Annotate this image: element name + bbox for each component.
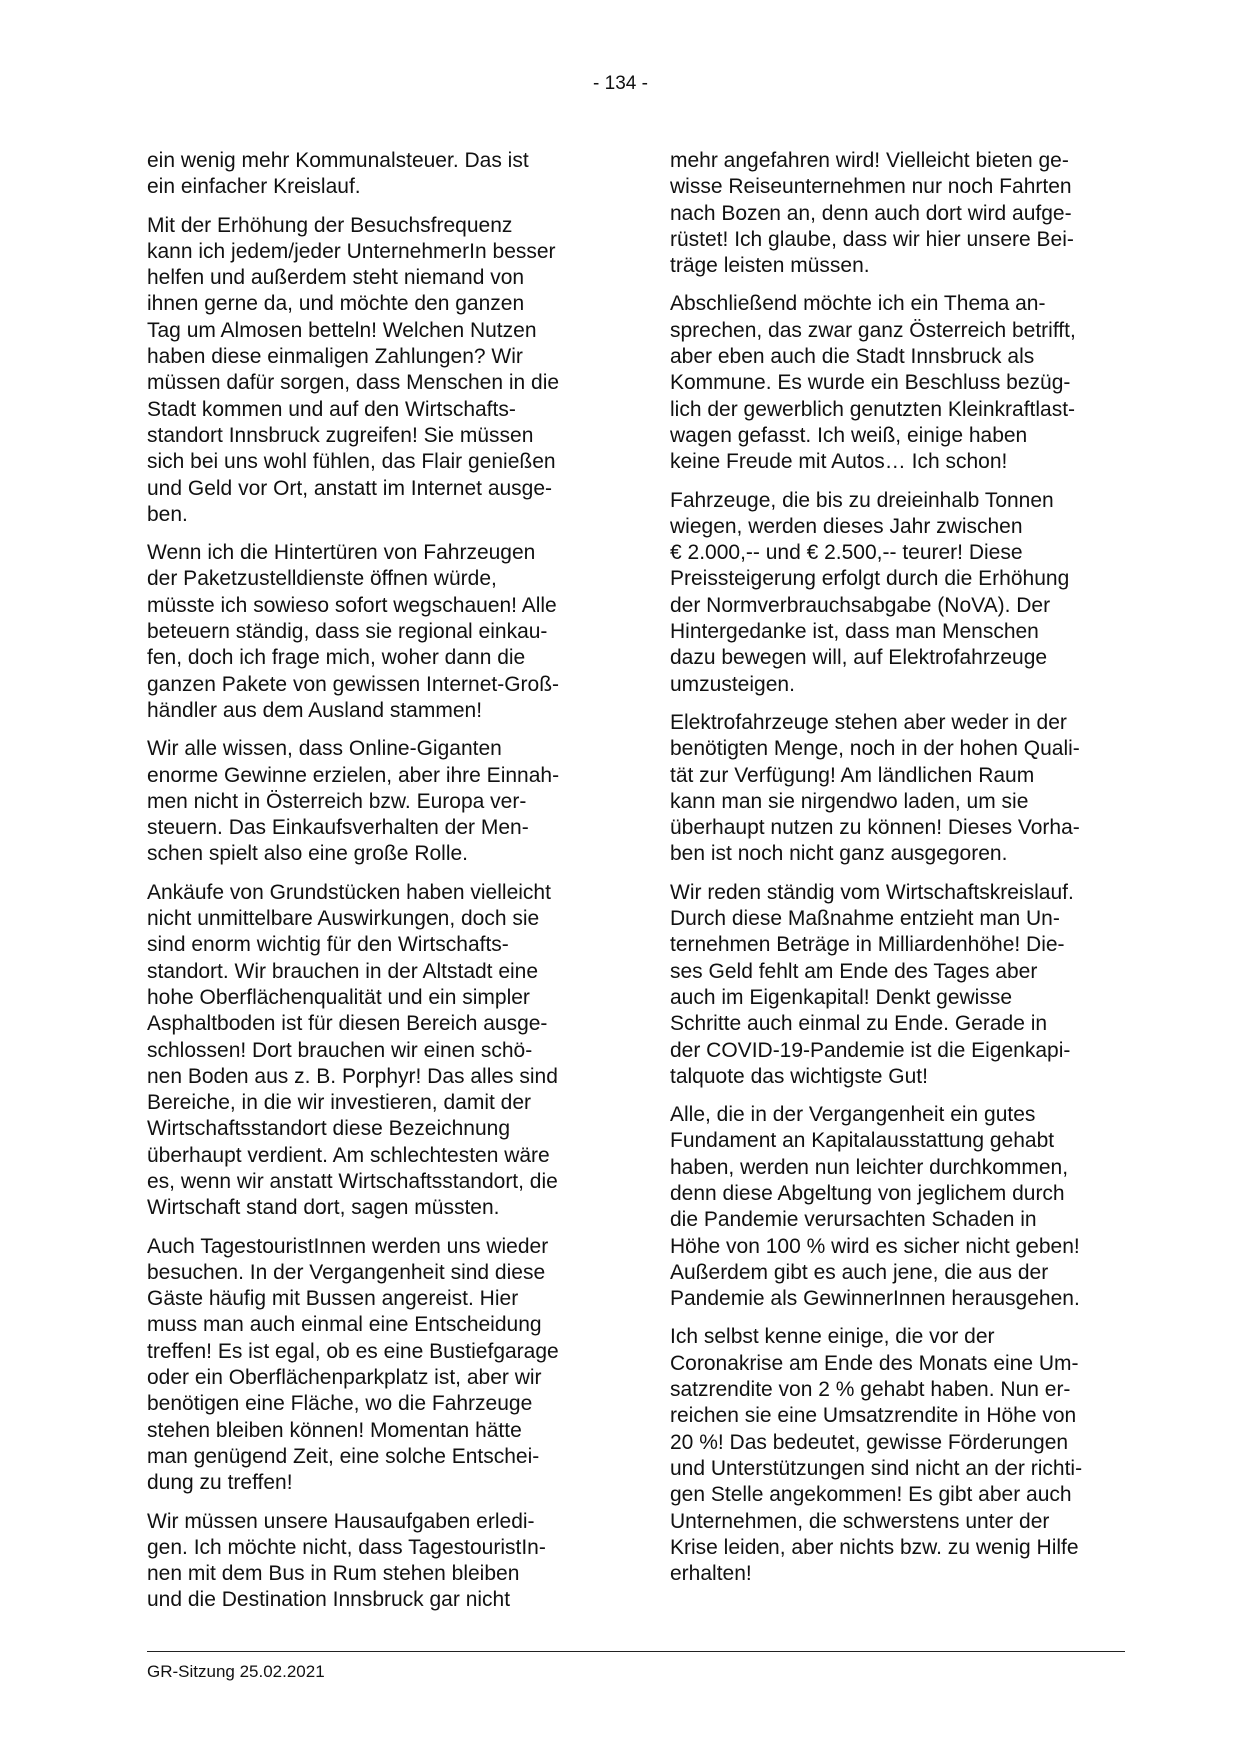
- paragraph: Fahrzeuge, die bis zu dreieinhalb Tonnen wiegen, werden dieses Jahr zwischen € 2.000,-- und € 2.500,-- teurer! Diese Preissteigerung erfolgt durch die Erhöhung der Normverbrauchsabgabe (NoVA). Der Hintergedanke ist, dass man Menschen dazu bewegen will, auf Elektrofahrzeuge umzusteigen.: [670, 488, 1070, 696]
- paragraph: Wenn ich die Hintertüren von Fahrzeugen der Paketzustelldienste öffnen würde, müsste ich sowieso sofort wegschauen! Alle beteuern ständig, dass sie regional einkau- fen, doch ich frage mich, woher dann die ganzen Pakete von gewissen Internet-Groß- händler aus dem Ausland stammen!: [147, 541, 560, 722]
- page-number: - 134 -: [593, 73, 648, 94]
- paragraph: ein wenig mehr Kommunalsteuer. Das ist ein einfacher Kreislauf.: [147, 149, 529, 199]
- paragraph: Wir reden ständig vom Wirtschaftskreislauf. Durch diese Maßnahme entzieht man Un- ternehmen Beträge in Milliardenhöhe! Die- ses Geld fehlt am Ende des Tages aber auch im Eigenkapital! Denkt gewisse Schritte auch einmal zu Ende. Gerade in der COVID-19-Pandemie ist die Eigenkapi- talquote das wichtigste Gut!: [670, 880, 1074, 1088]
- paragraph: Abschließend möchte ich ein Thema an- sprechen, das zwar ganz Österreich betrifft, aber eben auch die Stadt Innsbruck als Kommune. Es wurde ein Beschluss bezüg- lich der gewerblich genutzten Kleinkraftlast- wagen gefasst. Ich weiß, einige haben keine Freude mit Autos… Ich schon!: [670, 292, 1076, 474]
- paragraph: Alle, die in der Vergangenheit ein gutes Fundament an Kapitalausstattung gehabt haben, werden nun leichter durchkommen, denn diese Abgeltung von jeglichem durch die Pandemie verursachten Schaden in Höhe von 100 % wird es sicher nicht geben! Außerdem gibt es auch jene, die aus der Pandemie als GewinnerInnen herausgehen.: [670, 1103, 1080, 1311]
- paragraph: Ich selbst kenne einige, die vor der Coronakrise am Ende des Monats eine Um- satzrendite von 2 % gehabt haben. Nun er- reichen sie eine Umsatzrendite in Höhe von 20 %! Das bedeutet, gewisse Förderungen und Unterstützungen sind nicht an der richti- gen Stelle angekommen! Es gibt aber auch Unternehmen, die schwerstens unter der Krise leiden, aber nichts bzw. zu wenig Hilfe erhalten!: [670, 1325, 1083, 1586]
- paragraph: Wir alle wissen, dass Online-Giganten enorme Gewinne erzielen, aber ihre Einnah- men nicht in Österreich bzw. Europa ver- steuern. Das Einkaufsverhalten der Men- schen spielt also eine große Rolle.: [147, 737, 560, 866]
- paragraph: Wir müssen unsere Hausaufgaben erledi- gen. Ich möchte nicht, dass TagestouristIn- nen mit dem Bus in Rum stehen bleiben und die Destination Innsbruck gar nicht: [147, 1509, 546, 1612]
- paragraph: Elektrofahrzeuge stehen aber weder in der benötigten Menge, noch in der hohen Quali- tät zur Verfügung! Am ländlichen Raum kann man sie nirgendwo laden, um sie überhaupt nutzen zu können! Dieses Vorha- ben ist noch nicht ganz ausgegoren.: [670, 710, 1080, 866]
- paragraph: Mit der Erhöhung der Besuchsfrequenz kann ich jedem/jeder UnternehmerIn besser helfen und außerdem steht niemand von ihnen gerne da, und möchte den ganzen Tag um Almosen betteln! Welchen Nutzen haben diese einmaligen Zahlungen? Wir müssen dafür sorgen, dass Menschen in die Stadt kommen und auf den Wirtschafts- standort Innsbruck zugreifen! Sie müssen sich bei uns wohl fühlen, das Flair genießen und Geld vor Ort, anstatt im Internet ausge- ben.: [147, 213, 560, 526]
- footer-divider: [147, 1651, 1125, 1652]
- paragraph: Ankäufe von Grundstücken haben vielleicht nicht unmittelbare Auswirkungen, doch sie sind enorm wichtig für den Wirtschafts- standort. Wir brauchen in der Altstadt eine hohe Oberflächenqualität und ein simpler Asphaltboden ist für diesen Bereich ausge- schlossen! Dort brauchen wir einen schö- nen Boden aus z. B. Porphyr! Das alles sind Bereiche, in die wir investieren, damit der Wirtschaftsstandort diese Bezeichnung überhaupt verdient. Am schlechtesten wäre es, wenn wir anstatt Wirtschaftsstandort, die Wirtschaft stand dort, sagen müssten.: [147, 880, 558, 1220]
- paragraph: Auch TagestouristInnen werden uns wieder besuchen. In der Vergangenheit sind diese Gäste häufig mit Bussen angereist. Hier muss man auch einmal eine Entscheidung treffen! Es ist egal, ob es eine Bustiefgarage oder ein Oberflächenparkplatz ist, aber wir benötigen eine Fläche, wo die Fahrzeuge stehen bleiben können! Momentan hätte man genügend Zeit, eine solche Entschei- dung zu treffen!: [147, 1234, 559, 1495]
- left-column: [147, 148, 602, 1626]
- right-column: [670, 148, 1125, 1599]
- footer-session-date: GR-Sitzung 25.02.2021: [147, 1662, 325, 1681]
- paragraph: mehr angefahren wird! Vielleicht bieten ge- wisse Reiseunternehmen nur noch Fahrten nach Bozen an, denn auch dort wird aufge- rüstet! Ich glaube, dass wir hier unsere Bei- träge leisten müssen.: [670, 149, 1074, 278]
